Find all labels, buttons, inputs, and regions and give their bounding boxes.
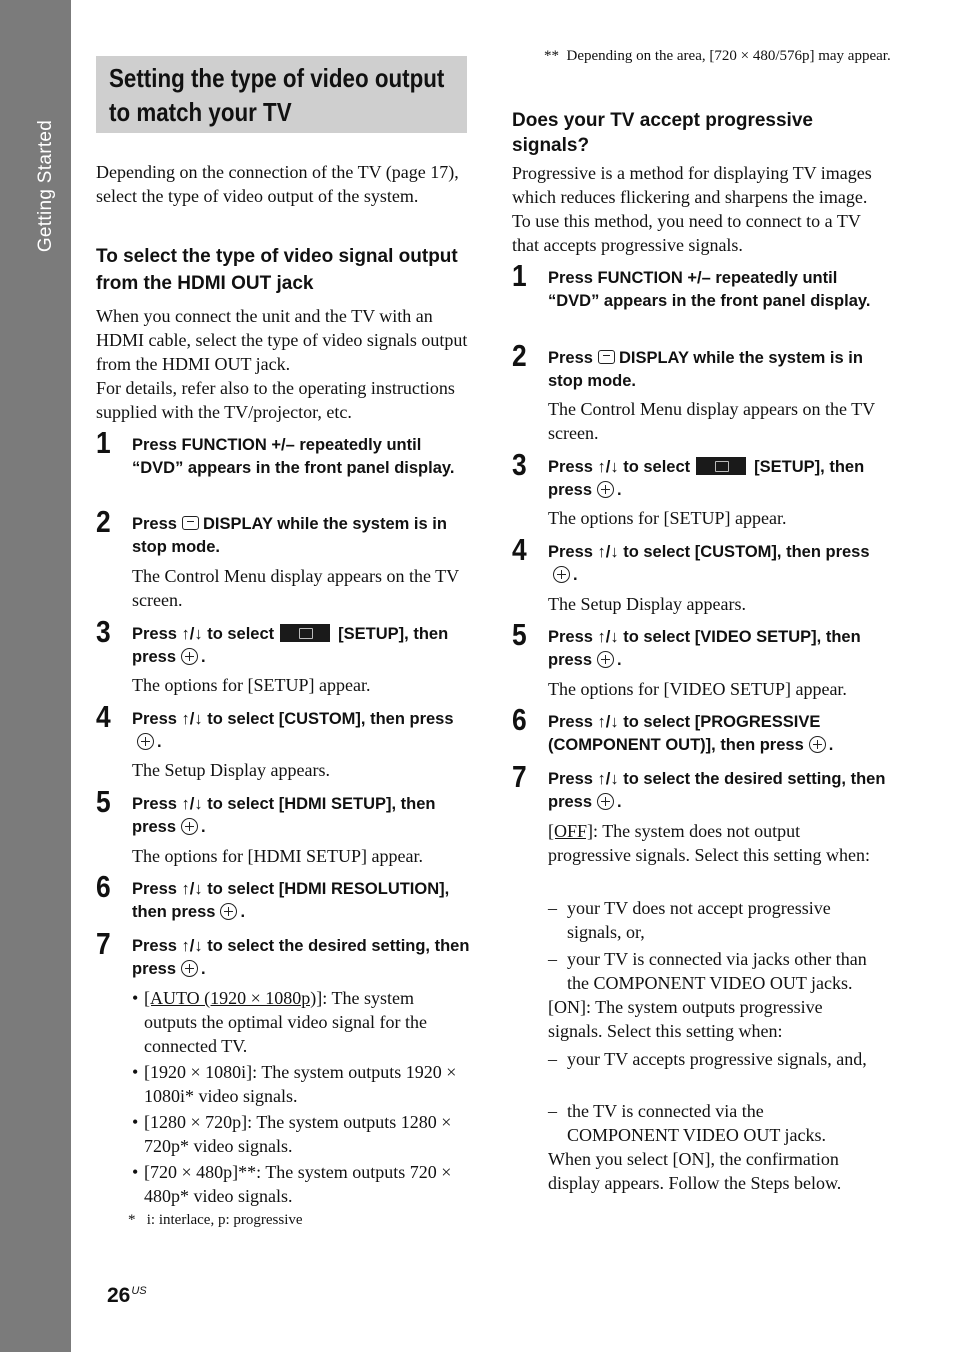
step-instruction: Press ↑/↓ to select [SETUP], then press . xyxy=(548,458,865,499)
step-instruction: Press ↑/↓ to select [SETUP], then press . xyxy=(132,625,449,666)
page-title: Setting the type of video output to match your TV xyxy=(109,63,445,127)
hdmi-heading: To select the type of video signal output from the HDMI OUT jack xyxy=(96,246,458,294)
hdmi-para-1: When you connect the unit and the TV with an HDMI cable, select the type of video signals output from the HDMI OUT jack. xyxy=(96,306,468,374)
enter-button-icon xyxy=(181,648,198,665)
step-number: 3 xyxy=(96,614,111,649)
setup-toolbox-icon xyxy=(280,624,330,642)
step-number: 3 xyxy=(512,447,527,482)
step-number: 6 xyxy=(96,869,111,904)
step-result: The Setup Display appears. xyxy=(548,594,746,614)
progressive-paragraph: Progressive is a method for displaying TV images which reduces flickering and sharpens the image. To use this method, you need to connect to a TV that accepts progressive signals. xyxy=(512,163,872,255)
display-button-icon xyxy=(598,350,615,364)
footnote-area: ** Depending on the area, [720 × 480/576p] may appear. xyxy=(544,48,891,64)
enter-button-icon xyxy=(597,793,614,810)
step-result: The options for [SETUP] appear. xyxy=(548,508,787,528)
display-button-icon xyxy=(182,516,199,530)
step-number: 7 xyxy=(512,759,527,794)
list-item: • [AUTO (1920 × 1080p)]: The system outputs the optimal video signal for the connected TV. xyxy=(132,988,427,1056)
step-instruction: Press ↑/↓ to select the desired setting, then press . xyxy=(132,937,470,978)
step-result: The options for [SETUP] appear. xyxy=(132,675,371,695)
enter-button-icon xyxy=(597,481,614,498)
step-number: 4 xyxy=(512,532,527,567)
step-number: 7 xyxy=(96,926,111,961)
step-instruction: Press ↑/↓ to select the desired setting, then press . xyxy=(548,770,886,811)
step-instruction: Press ↑/↓ to select [VIDEO SETUP], then press . xyxy=(548,628,861,669)
step-instruction: Press FUNCTION +/– repeatedly until “DVD” appears in the front panel display. xyxy=(132,436,455,477)
sidebar-tab xyxy=(0,0,71,1352)
step-instruction: Press ↑/↓ to select [CUSTOM], then press. xyxy=(548,543,870,584)
step-number: 6 xyxy=(512,702,527,737)
hdmi-para-2: For details, refer also to the operating instructions supplied with the TV/projector, etc. xyxy=(96,378,455,422)
step-instruction: Press ↑/↓ to select [HDMI SETUP], then press . xyxy=(132,795,436,836)
list-item: • [1280 × 720p]: The system outputs 1280 × 720p* video signals. xyxy=(132,1112,452,1156)
section-label: Getting Started xyxy=(35,119,56,253)
footnote-interlace: * i: interlace, p: progressive xyxy=(128,1212,303,1228)
step-instruction: Press FUNCTION +/– repeatedly until “DVD” appears in the front panel display. xyxy=(548,269,871,310)
step-number: 2 xyxy=(512,338,527,373)
enter-button-icon xyxy=(220,903,237,920)
step-result: The options for [HDMI SETUP] appear. xyxy=(132,846,423,866)
setup-toolbox-icon xyxy=(696,457,746,475)
enter-button-icon xyxy=(137,733,154,750)
title-box xyxy=(96,56,467,133)
enter-button-icon xyxy=(181,818,198,835)
enter-button-icon xyxy=(553,566,570,583)
on-setting-description: [ON]: The system outputs progressive signals. Select this setting when: xyxy=(548,997,823,1041)
step-result: The options for [VIDEO SETUP] appear. xyxy=(548,679,847,699)
step-number: 5 xyxy=(512,617,527,652)
step-number: 1 xyxy=(96,425,111,460)
intro-paragraph: Depending on the connection of the TV (page 17), select the type of video output of the system. xyxy=(96,162,459,206)
step-number: 4 xyxy=(96,699,111,734)
step-instruction: Press ↑/↓ to select [PROGRESSIVE (COMPONENT OUT)], then press . xyxy=(548,713,834,754)
step-result: The Control Menu display appears on the TV screen. xyxy=(548,399,875,443)
closing-paragraph: When you select [ON], the confirmation display appears. Follow the Steps below. xyxy=(548,1149,842,1193)
step-number: 5 xyxy=(96,784,111,819)
step-instruction: Press ↑/↓ to select [HDMI RESOLUTION], then press . xyxy=(132,880,450,921)
off-setting-description: [OFF]: The system does not output progressive signals. Select this setting when: xyxy=(548,821,870,865)
progressive-heading: Does your TV accept progressive signals? xyxy=(512,110,813,156)
enter-button-icon xyxy=(597,651,614,668)
step-instruction: Press ↑/↓ to select [CUSTOM], then press. xyxy=(132,710,454,751)
enter-button-icon xyxy=(809,736,826,753)
step-result: The Setup Display appears. xyxy=(132,760,330,780)
step-instruction: Press DISPLAY while the system is in stop mode. xyxy=(548,349,863,390)
enter-button-icon xyxy=(181,960,198,977)
step-instruction: Press DISPLAY while the system is in stop mode. xyxy=(132,515,447,556)
list-item: • [1920 × 1080i]: The system outputs 1920 × 1080i* video signals. xyxy=(132,1062,457,1106)
hdmi-options-list xyxy=(132,986,468,1210)
step-result: The Control Menu display appears on the TV screen. xyxy=(132,566,459,610)
step-number: 1 xyxy=(512,258,527,293)
step-number: 2 xyxy=(96,504,111,539)
page-number: $26^{US}$ xyxy=(107,1284,147,1307)
list-item: • [720 × 480p]**: The system outputs 720 × 480p* video signals. xyxy=(132,1162,452,1206)
